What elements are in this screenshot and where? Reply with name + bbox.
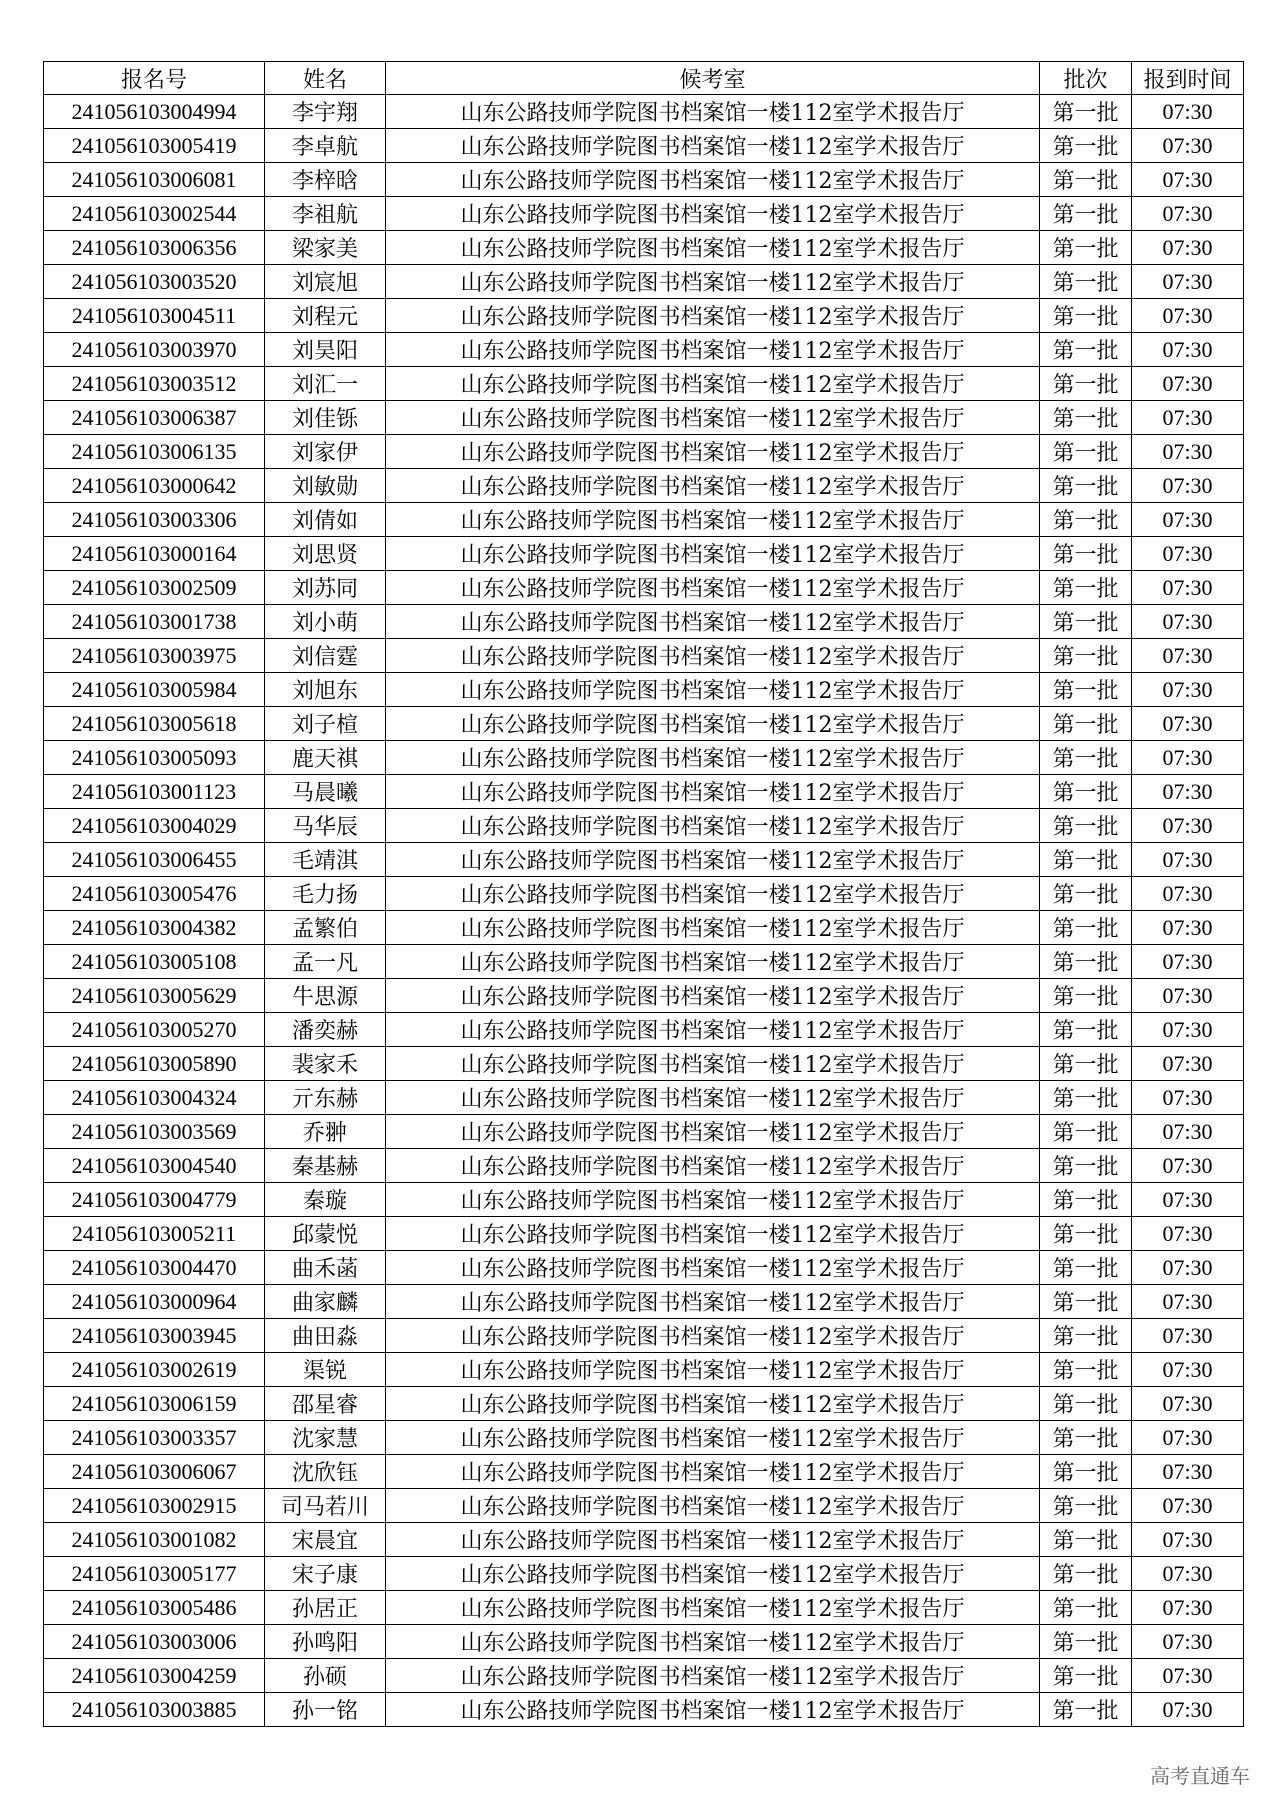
cell-report-time: 07:30	[1132, 1149, 1244, 1183]
cell-report-time: 07:30	[1132, 231, 1244, 265]
cell-name: 亓东赫	[265, 1081, 386, 1115]
cell-batch: 第一批	[1040, 1659, 1132, 1693]
cell-registration-number: 241056103000642	[44, 469, 265, 503]
table-row	[44, 741, 1244, 775]
table-row	[44, 1217, 1244, 1251]
table-row	[44, 775, 1244, 809]
cell-batch: 第一批	[1040, 299, 1132, 333]
table-row	[44, 1013, 1244, 1047]
cell-name: 刘佳铄	[265, 401, 386, 435]
cell-name: 秦璇	[265, 1183, 386, 1217]
cell-batch: 第一批	[1040, 333, 1132, 367]
cell-waiting-room: 山东公路技师学院图书档案馆一楼112室学术报告厅	[386, 1285, 1040, 1319]
cell-registration-number: 241056103003357	[44, 1421, 265, 1455]
cell-waiting-room: 山东公路技师学院图书档案馆一楼112室学术报告厅	[386, 639, 1040, 673]
cell-batch: 第一批	[1040, 1489, 1132, 1523]
table-row	[44, 435, 1244, 469]
cell-report-time: 07:30	[1132, 911, 1244, 945]
cell-name: 孙硕	[265, 1659, 386, 1693]
cell-waiting-room: 山东公路技师学院图书档案馆一楼112室学术报告厅	[386, 1319, 1040, 1353]
cell-report-time: 07:30	[1132, 979, 1244, 1013]
cell-name: 刘汇一	[265, 367, 386, 401]
cell-batch: 第一批	[1040, 95, 1132, 129]
cell-waiting-room: 山东公路技师学院图书档案馆一楼112室学术报告厅	[386, 1081, 1040, 1115]
cell-name: 司马若川	[265, 1489, 386, 1523]
cell-waiting-room: 山东公路技师学院图书档案馆一楼112室学术报告厅	[386, 843, 1040, 877]
cell-waiting-room: 山东公路技师学院图书档案馆一楼112室学术报告厅	[386, 333, 1040, 367]
cell-batch: 第一批	[1040, 1693, 1132, 1727]
header-registration-number: 报名号	[44, 62, 265, 95]
table-row	[44, 163, 1244, 197]
header-batch: 批次	[1040, 62, 1132, 95]
cell-name: 邱蒙悦	[265, 1217, 386, 1251]
cell-report-time: 07:30	[1132, 1285, 1244, 1319]
table-row	[44, 367, 1244, 401]
cell-report-time: 07:30	[1132, 809, 1244, 843]
table-row	[44, 1319, 1244, 1353]
table-row	[44, 333, 1244, 367]
cell-report-time: 07:30	[1132, 401, 1244, 435]
cell-registration-number: 241056103002619	[44, 1353, 265, 1387]
table-row	[44, 469, 1244, 503]
cell-name: 孙居正	[265, 1591, 386, 1625]
cell-report-time: 07:30	[1132, 843, 1244, 877]
cell-name: 孙一铭	[265, 1693, 386, 1727]
cell-name: 李梓晗	[265, 163, 386, 197]
header-waiting-room: 候考室	[386, 62, 1040, 95]
cell-report-time: 07:30	[1132, 1557, 1244, 1591]
cell-waiting-room: 山东公路技师学院图书档案馆一楼112室学术报告厅	[386, 503, 1040, 537]
cell-name: 裴家禾	[265, 1047, 386, 1081]
cell-report-time: 07:30	[1132, 367, 1244, 401]
cell-registration-number: 241056103001082	[44, 1523, 265, 1557]
table-row	[44, 1353, 1244, 1387]
cell-name: 孟一凡	[265, 945, 386, 979]
cell-batch: 第一批	[1040, 1421, 1132, 1455]
cell-report-time: 07:30	[1132, 1217, 1244, 1251]
cell-name: 刘旭东	[265, 673, 386, 707]
cell-registration-number: 241056103001738	[44, 605, 265, 639]
table-row	[44, 231, 1244, 265]
cell-waiting-room: 山东公路技师学院图书档案馆一楼112室学术报告厅	[386, 1387, 1040, 1421]
cell-report-time: 07:30	[1132, 469, 1244, 503]
cell-batch: 第一批	[1040, 163, 1132, 197]
table-row	[44, 1693, 1244, 1727]
exam-roster-table	[43, 61, 1244, 1727]
cell-registration-number: 241056103001123	[44, 775, 265, 809]
cell-batch: 第一批	[1040, 1251, 1132, 1285]
header-name: 姓名	[265, 62, 386, 95]
cell-name: 曲禾菡	[265, 1251, 386, 1285]
cell-name: 潘奕赫	[265, 1013, 386, 1047]
cell-waiting-room: 山东公路技师学院图书档案馆一楼112室学术报告厅	[386, 1421, 1040, 1455]
cell-name: 马华辰	[265, 809, 386, 843]
cell-waiting-room: 山东公路技师学院图书档案馆一楼112室学术报告厅	[386, 367, 1040, 401]
cell-batch: 第一批	[1040, 537, 1132, 571]
cell-report-time: 07:30	[1132, 1421, 1244, 1455]
table-row	[44, 1557, 1244, 1591]
cell-name: 宋子康	[265, 1557, 386, 1591]
cell-registration-number: 241056103004540	[44, 1149, 265, 1183]
cell-name: 鹿天祺	[265, 741, 386, 775]
cell-registration-number: 241056103006455	[44, 843, 265, 877]
cell-name: 沈家慧	[265, 1421, 386, 1455]
cell-report-time: 07:30	[1132, 571, 1244, 605]
cell-batch: 第一批	[1040, 707, 1132, 741]
cell-batch: 第一批	[1040, 1625, 1132, 1659]
cell-report-time: 07:30	[1132, 1455, 1244, 1489]
cell-waiting-room: 山东公路技师学院图书档案馆一楼112室学术报告厅	[386, 197, 1040, 231]
cell-name: 刘思贤	[265, 537, 386, 571]
cell-waiting-room: 山东公路技师学院图书档案馆一楼112室学术报告厅	[386, 945, 1040, 979]
cell-batch: 第一批	[1040, 197, 1132, 231]
cell-report-time: 07:30	[1132, 639, 1244, 673]
cell-batch: 第一批	[1040, 843, 1132, 877]
table-row	[44, 877, 1244, 911]
cell-waiting-room: 山东公路技师学院图书档案馆一楼112室学术报告厅	[386, 1557, 1040, 1591]
cell-name: 宋晨宜	[265, 1523, 386, 1557]
cell-report-time: 07:30	[1132, 741, 1244, 775]
cell-batch: 第一批	[1040, 775, 1132, 809]
cell-batch: 第一批	[1040, 503, 1132, 537]
cell-report-time: 07:30	[1132, 1353, 1244, 1387]
cell-name: 沈欣钰	[265, 1455, 386, 1489]
cell-report-time: 07:30	[1132, 1387, 1244, 1421]
cell-registration-number: 241056103004029	[44, 809, 265, 843]
cell-name: 刘宸旭	[265, 265, 386, 299]
cell-batch: 第一批	[1040, 1387, 1132, 1421]
table-body	[44, 95, 1244, 1727]
table-row	[44, 1285, 1244, 1319]
cell-registration-number: 241056103006387	[44, 401, 265, 435]
cell-report-time: 07:30	[1132, 503, 1244, 537]
cell-registration-number: 241056103006081	[44, 163, 265, 197]
cell-registration-number: 241056103000964	[44, 1285, 265, 1319]
cell-waiting-room: 山东公路技师学院图书档案馆一楼112室学术报告厅	[386, 1523, 1040, 1557]
cell-waiting-room: 山东公路技师学院图书档案馆一楼112室学术报告厅	[386, 435, 1040, 469]
table-header-row	[44, 62, 1244, 95]
cell-waiting-room: 山东公路技师学院图书档案馆一楼112室学术报告厅	[386, 537, 1040, 571]
cell-registration-number: 241056103006159	[44, 1387, 265, 1421]
cell-name: 曲家麟	[265, 1285, 386, 1319]
cell-waiting-room: 山东公路技师学院图书档案馆一楼112室学术报告厅	[386, 1455, 1040, 1489]
cell-name: 马晨曦	[265, 775, 386, 809]
cell-batch: 第一批	[1040, 1353, 1132, 1387]
table-row	[44, 1591, 1244, 1625]
cell-name: 毛力扬	[265, 877, 386, 911]
cell-waiting-room: 山东公路技师学院图书档案馆一楼112室学术报告厅	[386, 707, 1040, 741]
cell-waiting-room: 山东公路技师学院图书档案馆一楼112室学术报告厅	[386, 775, 1040, 809]
table-row	[44, 1115, 1244, 1149]
cell-waiting-room: 山东公路技师学院图书档案馆一楼112室学术报告厅	[386, 265, 1040, 299]
cell-report-time: 07:30	[1132, 1319, 1244, 1353]
cell-batch: 第一批	[1040, 129, 1132, 163]
cell-report-time: 07:30	[1132, 1047, 1244, 1081]
cell-report-time: 07:30	[1132, 1489, 1244, 1523]
cell-waiting-room: 山东公路技师学院图书档案馆一楼112室学术报告厅	[386, 1115, 1040, 1149]
cell-registration-number: 241056103004511	[44, 299, 265, 333]
cell-report-time: 07:30	[1132, 95, 1244, 129]
cell-batch: 第一批	[1040, 741, 1132, 775]
cell-waiting-room: 山东公路技师学院图书档案馆一楼112室学术报告厅	[386, 1591, 1040, 1625]
cell-waiting-room: 山东公路技师学院图书档案馆一楼112室学术报告厅	[386, 1693, 1040, 1727]
cell-name: 梁家美	[265, 231, 386, 265]
cell-waiting-room: 山东公路技师学院图书档案馆一楼112室学术报告厅	[386, 809, 1040, 843]
cell-batch: 第一批	[1040, 979, 1132, 1013]
cell-batch: 第一批	[1040, 639, 1132, 673]
header-report-time: 报到时间	[1132, 62, 1244, 95]
cell-name: 渠锐	[265, 1353, 386, 1387]
cell-registration-number: 241056103000164	[44, 537, 265, 571]
table-row	[44, 979, 1244, 1013]
cell-registration-number: 241056103002509	[44, 571, 265, 605]
cell-batch: 第一批	[1040, 911, 1132, 945]
table-row	[44, 1489, 1244, 1523]
cell-waiting-room: 山东公路技师学院图书档案馆一楼112室学术报告厅	[386, 1251, 1040, 1285]
cell-name: 刘程元	[265, 299, 386, 333]
table-row	[44, 401, 1244, 435]
cell-batch: 第一批	[1040, 1149, 1132, 1183]
cell-registration-number: 241056103003520	[44, 265, 265, 299]
cell-report-time: 07:30	[1132, 1251, 1244, 1285]
cell-registration-number: 241056103005211	[44, 1217, 265, 1251]
cell-batch: 第一批	[1040, 571, 1132, 605]
table-row	[44, 503, 1244, 537]
cell-batch: 第一批	[1040, 1115, 1132, 1149]
cell-report-time: 07:30	[1132, 197, 1244, 231]
table-row	[44, 1251, 1244, 1285]
cell-waiting-room: 山东公路技师学院图书档案馆一楼112室学术报告厅	[386, 911, 1040, 945]
cell-registration-number: 241056103006356	[44, 231, 265, 265]
cell-report-time: 07:30	[1132, 775, 1244, 809]
cell-registration-number: 241056103003975	[44, 639, 265, 673]
cell-waiting-room: 山东公路技师学院图书档案馆一楼112室学术报告厅	[386, 1217, 1040, 1251]
cell-batch: 第一批	[1040, 1319, 1132, 1353]
cell-report-time: 07:30	[1132, 1013, 1244, 1047]
cell-registration-number: 241056103003945	[44, 1319, 265, 1353]
cell-name: 刘家伊	[265, 435, 386, 469]
cell-registration-number: 241056103002544	[44, 197, 265, 231]
cell-name: 李祖航	[265, 197, 386, 231]
cell-registration-number: 241056103003512	[44, 367, 265, 401]
table-row	[44, 1659, 1244, 1693]
cell-registration-number: 241056103005984	[44, 673, 265, 707]
cell-registration-number: 241056103005093	[44, 741, 265, 775]
cell-name: 曲田淼	[265, 1319, 386, 1353]
cell-batch: 第一批	[1040, 809, 1132, 843]
cell-registration-number: 241056103003306	[44, 503, 265, 537]
cell-registration-number: 241056103003970	[44, 333, 265, 367]
cell-report-time: 07:30	[1132, 1523, 1244, 1557]
cell-waiting-room: 山东公路技师学院图书档案馆一楼112室学术报告厅	[386, 1625, 1040, 1659]
cell-waiting-room: 山东公路技师学院图书档案馆一楼112室学术报告厅	[386, 1659, 1040, 1693]
cell-name: 刘子楦	[265, 707, 386, 741]
cell-registration-number: 241056103003885	[44, 1693, 265, 1727]
cell-registration-number: 241056103004259	[44, 1659, 265, 1693]
cell-registration-number: 241056103003006	[44, 1625, 265, 1659]
cell-name: 刘信霆	[265, 639, 386, 673]
cell-waiting-room: 山东公路技师学院图书档案馆一楼112室学术报告厅	[386, 163, 1040, 197]
cell-waiting-room: 山东公路技师学院图书档案馆一楼112室学术报告厅	[386, 605, 1040, 639]
cell-registration-number: 241056103005890	[44, 1047, 265, 1081]
cell-name: 乔翀	[265, 1115, 386, 1149]
table-row	[44, 299, 1244, 333]
cell-report-time: 07:30	[1132, 333, 1244, 367]
cell-batch: 第一批	[1040, 1013, 1132, 1047]
table-row	[44, 1047, 1244, 1081]
watermark: 高考直通车	[1150, 1764, 1250, 1788]
cell-waiting-room: 山东公路技师学院图书档案馆一楼112室学术报告厅	[386, 95, 1040, 129]
table-row	[44, 1625, 1244, 1659]
cell-batch: 第一批	[1040, 1285, 1132, 1319]
table-row	[44, 1455, 1244, 1489]
cell-waiting-room: 山东公路技师学院图书档案馆一楼112室学术报告厅	[386, 673, 1040, 707]
table-row	[44, 707, 1244, 741]
cell-batch: 第一批	[1040, 1047, 1132, 1081]
cell-waiting-room: 山东公路技师学院图书档案馆一楼112室学术报告厅	[386, 1149, 1040, 1183]
table-row	[44, 95, 1244, 129]
table-row	[44, 129, 1244, 163]
cell-registration-number: 241056103006067	[44, 1455, 265, 1489]
cell-batch: 第一批	[1040, 1081, 1132, 1115]
table-row	[44, 639, 1244, 673]
cell-report-time: 07:30	[1132, 673, 1244, 707]
cell-registration-number: 241056103004470	[44, 1251, 265, 1285]
cell-name: 孟繁伯	[265, 911, 386, 945]
cell-name: 刘敏勋	[265, 469, 386, 503]
cell-name: 刘小萌	[265, 605, 386, 639]
cell-report-time: 07:30	[1132, 129, 1244, 163]
cell-name: 孙鸣阳	[265, 1625, 386, 1659]
cell-registration-number: 241056103004779	[44, 1183, 265, 1217]
cell-report-time: 07:30	[1132, 1183, 1244, 1217]
table-row	[44, 809, 1244, 843]
cell-waiting-room: 山东公路技师学院图书档案馆一楼112室学术报告厅	[386, 469, 1040, 503]
cell-batch: 第一批	[1040, 469, 1132, 503]
cell-batch: 第一批	[1040, 1183, 1132, 1217]
table-row	[44, 1387, 1244, 1421]
cell-batch: 第一批	[1040, 1523, 1132, 1557]
cell-registration-number: 241056103005476	[44, 877, 265, 911]
cell-batch: 第一批	[1040, 605, 1132, 639]
table-row	[44, 1183, 1244, 1217]
table-row	[44, 911, 1244, 945]
cell-registration-number: 241056103005270	[44, 1013, 265, 1047]
cell-waiting-room: 山东公路技师学院图书档案馆一楼112室学术报告厅	[386, 571, 1040, 605]
table-row	[44, 1081, 1244, 1115]
cell-waiting-room: 山东公路技师学院图书档案馆一楼112室学术报告厅	[386, 129, 1040, 163]
cell-batch: 第一批	[1040, 1455, 1132, 1489]
table-row	[44, 1149, 1244, 1183]
cell-registration-number: 241056103002915	[44, 1489, 265, 1523]
cell-waiting-room: 山东公路技师学院图书档案馆一楼112室学术报告厅	[386, 741, 1040, 775]
cell-registration-number: 241056103005618	[44, 707, 265, 741]
cell-registration-number: 241056103006135	[44, 435, 265, 469]
cell-batch: 第一批	[1040, 1217, 1132, 1251]
cell-waiting-room: 山东公路技师学院图书档案馆一楼112室学术报告厅	[386, 877, 1040, 911]
cell-waiting-room: 山东公路技师学院图书档案馆一楼112室学术报告厅	[386, 979, 1040, 1013]
cell-name: 邵星睿	[265, 1387, 386, 1421]
cell-report-time: 07:30	[1132, 1591, 1244, 1625]
cell-batch: 第一批	[1040, 401, 1132, 435]
cell-report-time: 07:30	[1132, 877, 1244, 911]
cell-name: 李卓航	[265, 129, 386, 163]
cell-waiting-room: 山东公路技师学院图书档案馆一楼112室学术报告厅	[386, 299, 1040, 333]
cell-registration-number: 241056103004324	[44, 1081, 265, 1115]
table-row	[44, 673, 1244, 707]
cell-batch: 第一批	[1040, 945, 1132, 979]
cell-report-time: 07:30	[1132, 1693, 1244, 1727]
cell-registration-number: 241056103004994	[44, 95, 265, 129]
cell-name: 毛靖淇	[265, 843, 386, 877]
cell-registration-number: 241056103005419	[44, 129, 265, 163]
cell-waiting-room: 山东公路技师学院图书档案馆一楼112室学术报告厅	[386, 401, 1040, 435]
cell-name: 牛思源	[265, 979, 386, 1013]
cell-batch: 第一批	[1040, 367, 1132, 401]
cell-name: 刘昊阳	[265, 333, 386, 367]
cell-waiting-room: 山东公路技师学院图书档案馆一楼112室学术报告厅	[386, 1047, 1040, 1081]
cell-report-time: 07:30	[1132, 1115, 1244, 1149]
cell-report-time: 07:30	[1132, 1659, 1244, 1693]
cell-report-time: 07:30	[1132, 163, 1244, 197]
cell-name: 秦基赫	[265, 1149, 386, 1183]
cell-registration-number: 241056103005486	[44, 1591, 265, 1625]
cell-batch: 第一批	[1040, 265, 1132, 299]
cell-registration-number: 241056103004382	[44, 911, 265, 945]
table-row	[44, 571, 1244, 605]
cell-report-time: 07:30	[1132, 1625, 1244, 1659]
cell-registration-number: 241056103005629	[44, 979, 265, 1013]
cell-report-time: 07:30	[1132, 1081, 1244, 1115]
table-row	[44, 945, 1244, 979]
cell-registration-number: 241056103003569	[44, 1115, 265, 1149]
cell-registration-number: 241056103005177	[44, 1557, 265, 1591]
cell-report-time: 07:30	[1132, 945, 1244, 979]
cell-waiting-room: 山东公路技师学院图书档案馆一楼112室学术报告厅	[386, 1013, 1040, 1047]
table-row	[44, 537, 1244, 571]
cell-batch: 第一批	[1040, 1591, 1132, 1625]
cell-report-time: 07:30	[1132, 299, 1244, 333]
table-row	[44, 605, 1244, 639]
cell-report-time: 07:30	[1132, 605, 1244, 639]
cell-name: 刘苏同	[265, 571, 386, 605]
cell-batch: 第一批	[1040, 1557, 1132, 1591]
cell-report-time: 07:30	[1132, 537, 1244, 571]
table-row	[44, 1523, 1244, 1557]
cell-batch: 第一批	[1040, 435, 1132, 469]
cell-name: 李宇翔	[265, 95, 386, 129]
cell-name: 刘倩如	[265, 503, 386, 537]
cell-batch: 第一批	[1040, 673, 1132, 707]
cell-report-time: 07:30	[1132, 265, 1244, 299]
cell-waiting-room: 山东公路技师学院图书档案馆一楼112室学术报告厅	[386, 231, 1040, 265]
cell-waiting-room: 山东公路技师学院图书档案馆一楼112室学术报告厅	[386, 1353, 1040, 1387]
table-row	[44, 843, 1244, 877]
cell-batch: 第一批	[1040, 877, 1132, 911]
cell-registration-number: 241056103005108	[44, 945, 265, 979]
cell-waiting-room: 山东公路技师学院图书档案馆一楼112室学术报告厅	[386, 1183, 1040, 1217]
cell-report-time: 07:30	[1132, 707, 1244, 741]
cell-report-time: 07:30	[1132, 435, 1244, 469]
table-row	[44, 265, 1244, 299]
table-row	[44, 1421, 1244, 1455]
cell-batch: 第一批	[1040, 231, 1132, 265]
cell-waiting-room: 山东公路技师学院图书档案馆一楼112室学术报告厅	[386, 1489, 1040, 1523]
table-row	[44, 197, 1244, 231]
